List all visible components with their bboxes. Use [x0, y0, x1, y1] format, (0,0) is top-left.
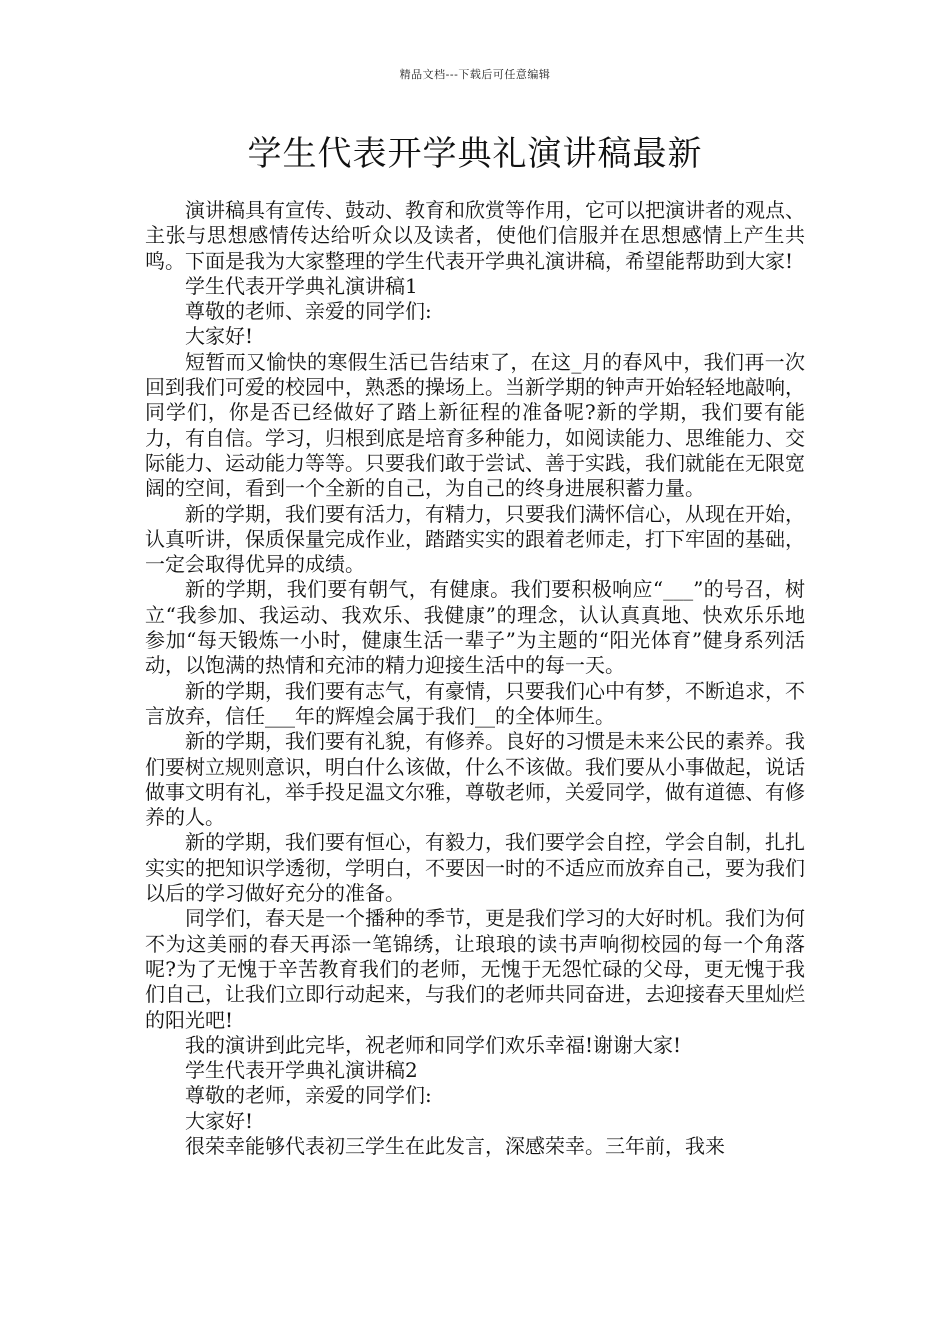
salutation-2: 尊敬的老师，亲爱的同学们:: [185, 1083, 432, 1108]
paragraph: 新的学期，我们要有礼貌，有修养。良好的习惯是未来公民的素养。我们要树立规则意识，明白什么该做，什么不该做。我们要从小事做起，说话做事文明有礼，举手投足温文尔雅，尊敬老师，关爱同学，做有道德、有修养的人。: [145, 729, 805, 830]
document-title: 学生代表开学典礼演讲稿最新: [247, 134, 703, 174]
closing-line: 我的演讲到此完毕，祝老师和同学们欢乐幸福!谢谢大家!: [185, 1032, 682, 1057]
paragraph: 短暂而又愉快的寒假生活已告结束了，在这_月的春风中，我们再一次回到我们可爱的校园中，熟悉的操场上。当新学期的钟声开始轻轻地敲响，同学们，你是否已经做好了踏上新征程的准备呢?新的学期，我们要有能力，有自信。学习，归根到底是培育多种能力，如阅读能力、思维能力、交际能力、运动能力等等。只要我们敢于尝试、善于实践，我们就能在无限宽阔的空间，看到一个全新的自己，为自己的终身进展积蓄力量。: [145, 349, 805, 501]
document-body: [145, 198, 805, 1159]
salutation-1: 尊敬的老师、亲爱的同学们:: [185, 299, 432, 324]
paragraph-intro: 演讲稿具有宣传、鼓动、教育和欣赏等作用，它可以把演讲者的观点、主张与思想感情传达给听众以及读者，使他们信服并在思想感情上产生共鸣。下面是我为大家整理的学生代表开学典礼演讲稿，希望能帮助到大家!: [145, 198, 805, 273]
greeting-1: 大家好!: [185, 324, 254, 349]
paragraph: 新的学期，我们要有活力，有精力，只要我们满怀信心，从现在开始，认真听讲，保质保量完成作业，踏踏实实的跟着老师走，打下牢固的基础，一定会取得优异的成绩。: [145, 501, 805, 577]
paragraph: 很荣幸能够代表初三学生在此发言，深感荣幸。三年前，我来: [185, 1133, 725, 1158]
section-heading-2: 学生代表开学典礼演讲稿2: [185, 1058, 418, 1083]
section-heading-1: 学生代表开学典礼演讲稿1: [185, 273, 418, 298]
greeting-2: 大家好!: [185, 1108, 254, 1133]
paragraph: 新的学期，我们要有朝气，有健康。我们要积极响应“___”的号召，树立“我参加、我运动、我欢乐、我健康”的理念，认认真真地、快欢乐乐地参加“每天锻炼一小时，健康生活一辈子”为主题的“阳光体育”健身系列活动，以饱满的热情和充沛的精力迎接生活中的每一天。: [145, 577, 805, 678]
paragraph: 同学们，春天是一个播种的季节，更是我们学习的大好时机。我们为何不为这美丽的春天再添一笔锦绣，让琅琅的读书声响彻校园的每一个角落呢?为了无愧于辛苦教育我们的老师，无愧于无怨忙碌的父母，更无愧于我们自己，让我们立即行动起来，与我们的老师共同奋进，去迎接春天里灿烂的阳光吧!: [145, 906, 805, 1032]
paragraph: 新的学期，我们要有志气，有豪情，只要我们心中有梦，不断追求，不言放弃，信任___年的辉煌会属于我们__的全体师生。: [145, 678, 805, 728]
page-header-note: 精品文档---下载后可任意编辑: [399, 68, 551, 81]
paragraph: 新的学期，我们要有恒心，有毅力，我们要学会自控，学会自制，扎扎实实的把知识学透彻，学明白，不要因一时的不适应而放弃自己，要为我们以后的学习做好充分的准备。: [145, 830, 805, 906]
